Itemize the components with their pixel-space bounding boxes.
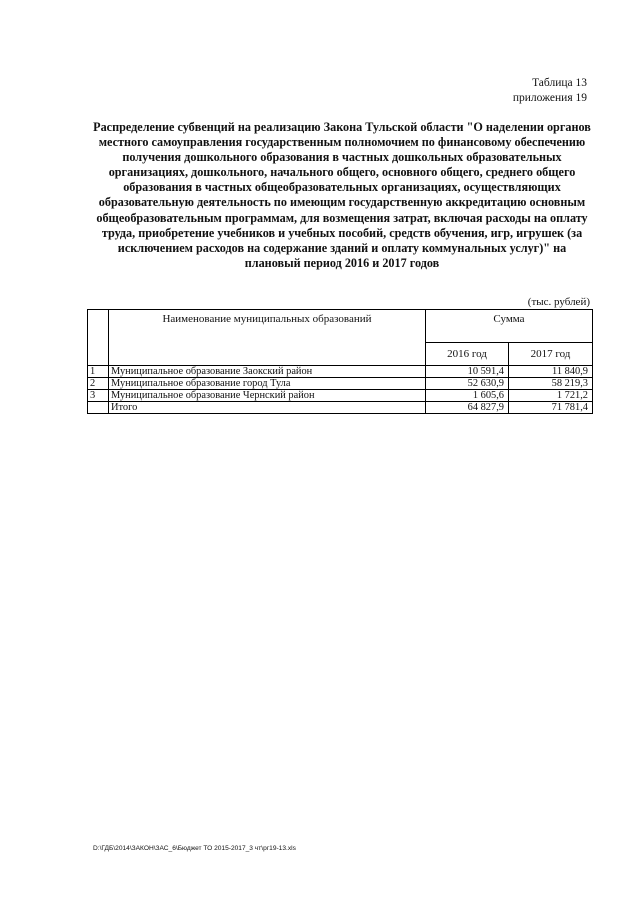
total-value-2016: 64 827,9	[426, 402, 509, 414]
table-row	[88, 390, 593, 402]
row-value-2017: 58 219,3	[509, 378, 593, 390]
row-value-2016: 10 591,4	[426, 366, 509, 378]
row-number: 1	[88, 366, 109, 378]
header-year-2016: 2016 год	[426, 343, 509, 366]
appendix-number: приложения 19	[512, 92, 587, 104]
header-number-cell	[88, 310, 109, 366]
file-path-footer: D:\ГДБ\2014\ЗАКОН\ЗАС_6\Бюджет ТО 2015-2017_3 чт\рг19-13.xls	[93, 845, 296, 852]
row-value-2017: 11 840,9	[509, 366, 593, 378]
row-value-2017: 1 721,2	[509, 390, 593, 402]
table-reference	[497, 76, 587, 106]
table-total-row	[88, 402, 593, 414]
table-row	[88, 366, 593, 378]
subventions-table	[87, 309, 593, 414]
header-name-cell: Наименование муниципальных образований	[109, 310, 426, 366]
row-number: 3	[88, 390, 109, 402]
header-year-2017: 2017 год	[509, 343, 593, 366]
table-row	[88, 378, 593, 390]
header-sum-cell: Сумма	[426, 310, 593, 343]
units-label: (тыс. рублей)	[527, 296, 590, 308]
total-number-cell	[88, 402, 109, 414]
row-value-2016: 52 630,9	[426, 378, 509, 390]
row-name: Муниципальное образование Чернский район	[109, 390, 426, 402]
row-number: 2	[88, 378, 109, 390]
table-header-row	[88, 310, 593, 343]
document-title: Распределение субвенций на реализацию Закона Тульской области "О наделении органов местного самоуправления государственным полномочием по финансовому обеспечению получения дошкольного образования в частных дошкольных образовательных организациях, дошкольного, начального общего, основного общего, среднего общего образования в частных общеобразовательных организациях, осуществляющих образовательную деятельность по имеющим государственную аккредитацию основным общеобразовательным программам, для возмещения затрат, включая расходы на оплату труда, приобретение учебников и учебных пособий, средств обучения, игр, игрушек (за исключением расходов на содержание зданий и оплату коммунальных услуг)" на плановый период 2016 и 2017 годов	[93, 120, 591, 270]
row-name: Муниципальное образование город Тула	[109, 378, 426, 390]
total-value-2017: 71 781,4	[509, 402, 593, 414]
total-label: Итого	[109, 402, 426, 414]
row-value-2016: 1 605,6	[426, 390, 509, 402]
row-name: Муниципальное образование Заокский район	[109, 366, 426, 378]
table-number: Таблица 13	[532, 77, 587, 89]
